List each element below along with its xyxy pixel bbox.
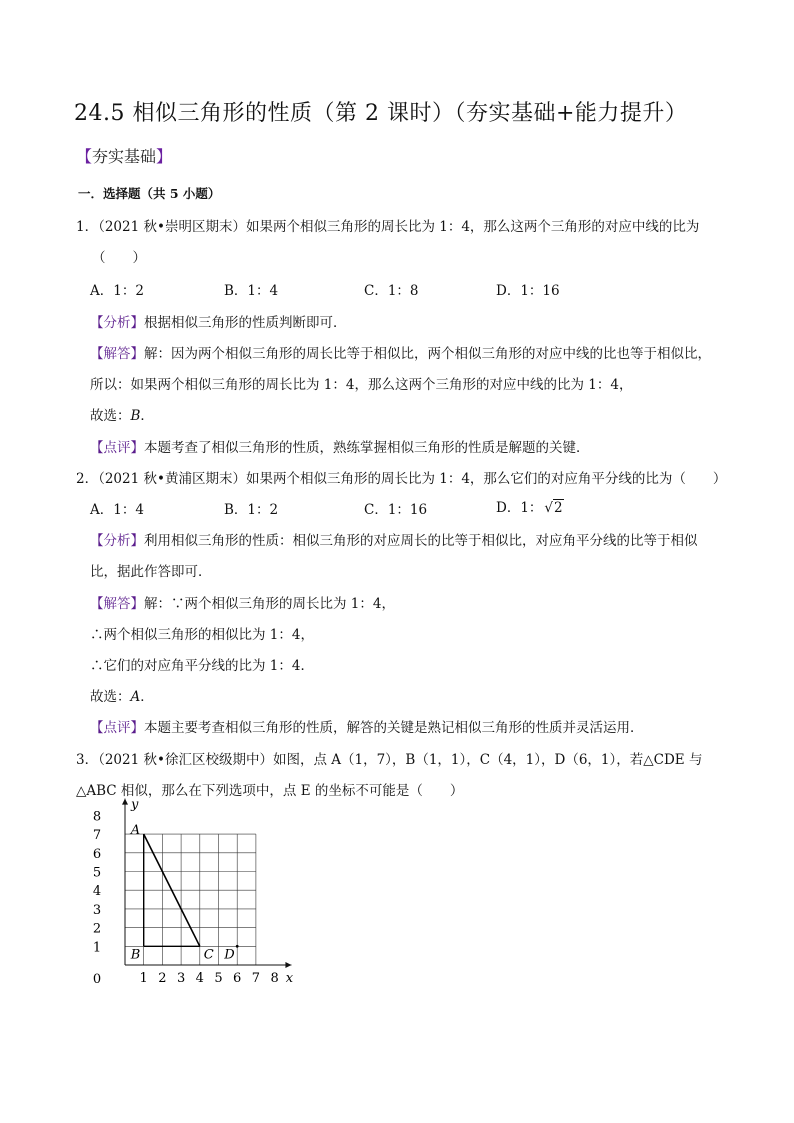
q1-solution-text1: 解：因为两个相似三角形的周长比等于相似比，两个相似三角形的对应中线的比也等于相似比， [144,346,711,362]
q2-solution-tag: 【解答】 [90,596,144,612]
q3-stem-line1: 3．（2021 秋•徐汇区校级期中）如图，点 A（1，7），B（1，1），C（4，1），D（6，1），若△CDE 与 [76,752,703,768]
q2-stem: 2．（2021 秋•黄浦区期末）如果两个相似三角形的周长比为 1：4，那么它们的对应角平分线的比为（ ） [76,471,727,487]
q2-option-c: C．1：16 [364,502,428,518]
q2-choice-letter: A [130,689,141,705]
x-tick-label: 2 [158,971,167,986]
q2-analysis-line2: 比，据此作答即可． [90,564,212,580]
x-tick-label: 8 [270,971,279,986]
q2-comment [90,716,644,736]
q1-choice-letter: B [130,408,141,424]
q2-comment-tag: 【点评】 [90,720,144,736]
q2-option-d [496,496,564,516]
q1-analysis-text: 根据相似三角形的性质判断即可． [144,315,347,331]
q2-choice-prefix: 故选： [90,689,131,705]
q1-choice [90,404,154,424]
x-tick-label: 4 [195,971,204,986]
point-label-b: B [130,947,141,963]
q2-solution-line3: ∴它们的对应角平分线的比为 1：4． [90,658,314,674]
point-d-dot [236,945,239,948]
x-tick-label: 1 [139,971,148,986]
page-title: 24.5 相似三角形的性质（第 2 课时）（夯实基础+能力提升） [74,101,688,126]
x-tick-label: 3 [176,971,186,986]
point-label-c: C [203,947,214,963]
y-axis-arrow [122,799,128,805]
coordinate-grid-figure [80,797,294,1006]
q1-choice-prefix: 故选： [90,408,131,424]
y-tick-label: 8 [92,809,102,825]
y-tick-label: 5 [92,865,102,881]
q1-analysis-tag: 【分析】 [90,315,144,331]
sqrt-symbol: √2 [544,500,563,516]
y-tick-label: 2 [92,921,102,937]
q2-option-d-radicand: 2 [554,500,563,516]
q1-answer-blank: （ ） [92,250,146,266]
q1-comment-text: 本题考查了相似三角形的性质，熟练掌握相似三角形的性质是解题的关键． [144,440,590,456]
q2-option-d-prefix: D． [496,500,521,516]
x-axis-arrow [285,962,291,968]
q1-choice-suffix: ． [140,408,154,424]
q2-solution-line2: ∴两个相似三角形的相似比为 1：4， [90,627,314,643]
q2-comment-text: 本题主要考查相似三角形的性质，解答的关键是熟记相似三角形的性质并灵活运用． [144,720,644,736]
q2-option-a: A．1：4 [90,502,144,518]
q2-analysis-tag: 【分析】 [90,533,144,549]
y-tick-label: 4 [92,884,102,900]
q1-option-d: D．1：16 [496,283,560,299]
q2-solution-line1 [90,592,395,612]
q1-stem: 1．（2021 秋•崇明区期末）如果两个相似三角形的周长比为 1：4，那么这两个三角形的对应中线的比为 [76,219,700,235]
section-bracket-open: 【 [76,147,93,166]
y-tick-label: 7 [92,828,102,844]
x-tick-label: 7 [251,971,261,986]
q1-solution-line2: 所以：如果两个相似三角形的周长比为 1：4，那么这两个三角形的对应中线的比为 1：4， [90,377,633,393]
y-tick-label: 6 [92,846,102,862]
q2-option-d-ratio: 1： [520,500,543,516]
q1-analysis [90,311,347,331]
origin-label: 0 [92,972,102,987]
q1-option-b: B．1：4 [224,283,279,299]
q1-solution-tag: 【解答】 [90,346,144,362]
y-tick-label: 1 [92,940,102,956]
question-type-heading: 一．选择题（共 5 小题） [78,186,221,201]
y-axis-label: y [131,797,139,813]
y-tick-label: 3 [92,902,102,918]
q2-solution-text1: 解：∵两个相似三角形的周长比为 1：4， [144,596,395,612]
q2-choice-suffix: ． [140,689,154,705]
point-label-d: D [224,947,235,963]
q2-choice [90,685,154,705]
section-bracket-close: 】 [156,147,173,166]
q1-comment [90,436,590,456]
q2-analysis-line1 [90,529,698,549]
x-tick-label: 5 [214,971,223,986]
x-axis-label: x [285,971,294,986]
q2-analysis-text1: 利用相似三角形的性质：相似三角形的对应周长的比等于相似比，对应角平分线的比等于相似 [144,533,698,549]
point-label-a: A [130,823,141,839]
section-heading [76,144,172,167]
q1-option-c: C．1：8 [364,283,419,299]
x-tick-label: 6 [233,971,242,986]
q1-option-a: A．1：2 [90,283,144,299]
q1-solution-line1 [90,342,711,362]
q2-option-b: B．1：2 [224,502,279,518]
q3-stem-line2: △ABC 相似，那么在下列选项中，点 E 的坐标不可能是（ ） [76,783,464,799]
q1-comment-tag: 【点评】 [90,440,144,456]
section-label: 夯实基础 [92,147,157,166]
